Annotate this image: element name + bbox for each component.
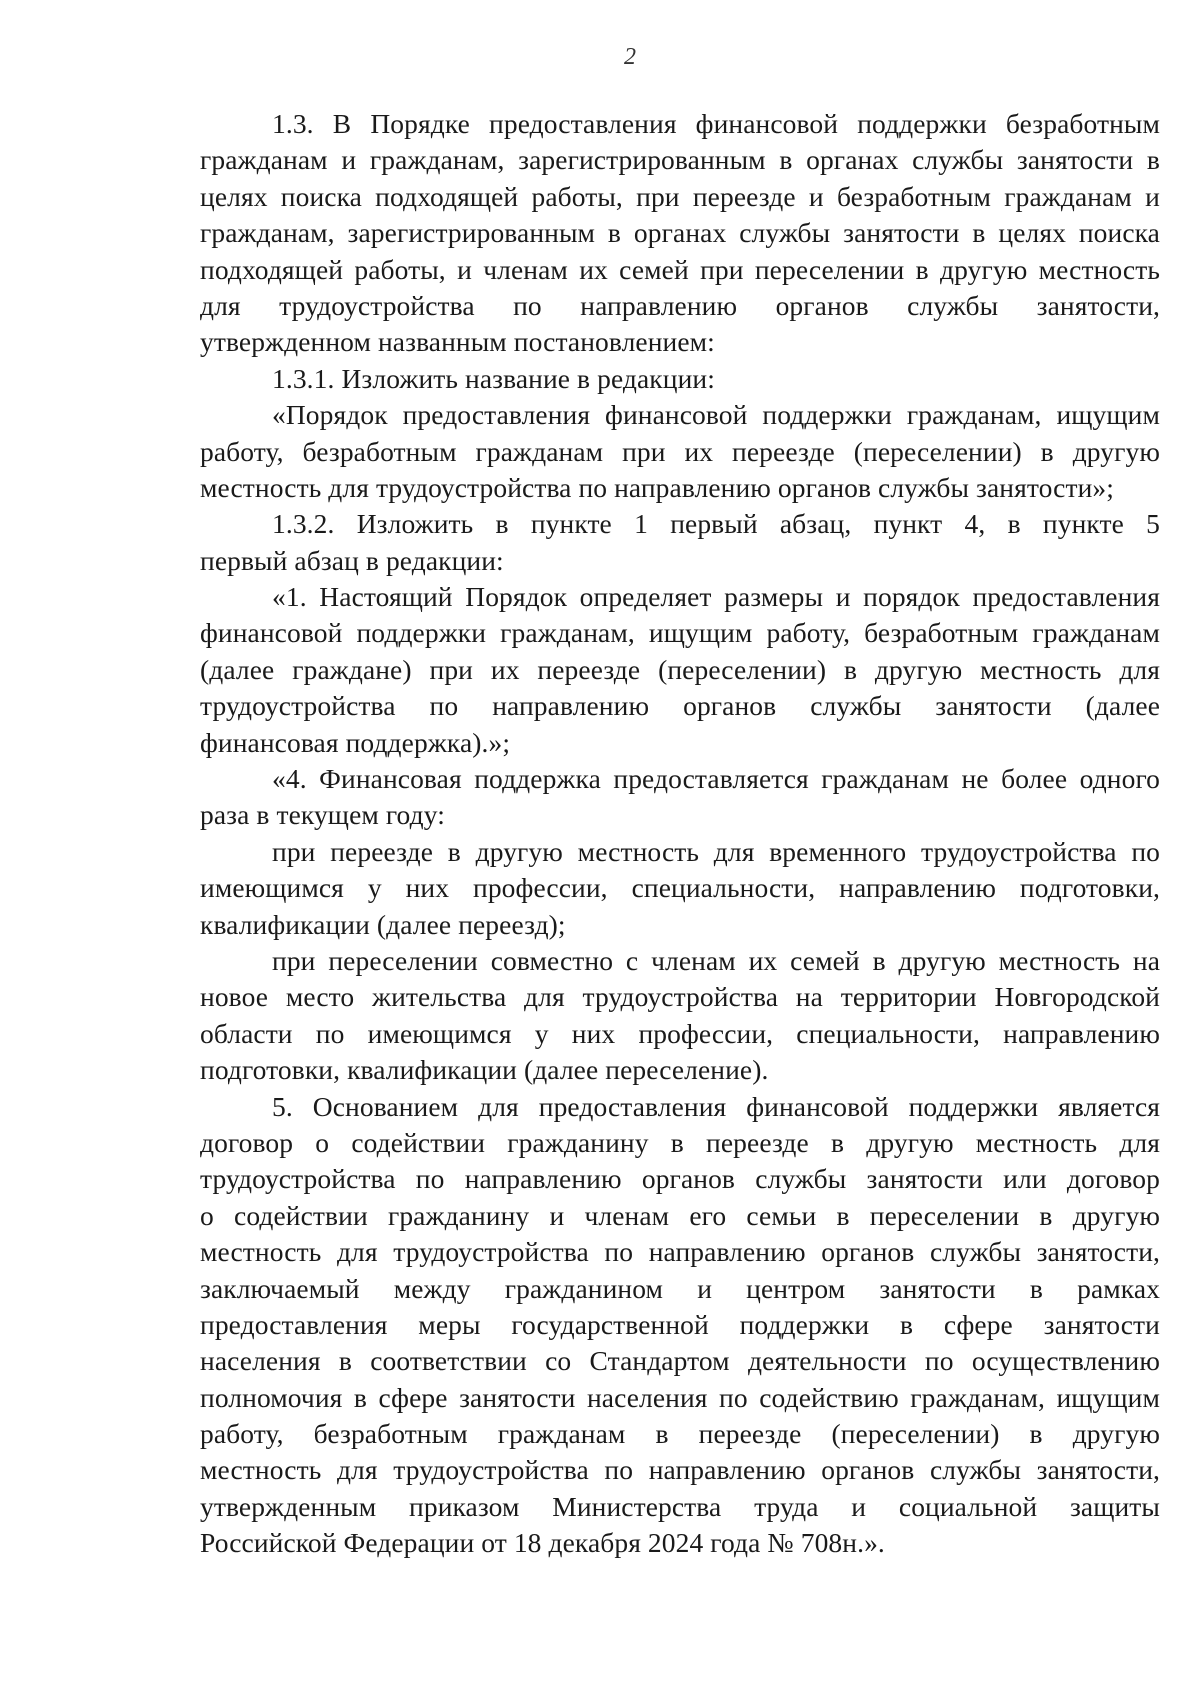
text-line: 1.3.1. Изложить название в редакции: xyxy=(272,362,715,394)
text-line: (далее граждане) при их переезде (переселении) в другую местность для xyxy=(200,653,1160,685)
text-line: трудоустройства по направлению органов службы занятости или договор xyxy=(200,1163,1160,1195)
text-line: 1.3.2. Изложить в пункте 1 первый абзац, пункт 4, в пункте 5 xyxy=(272,508,1160,540)
text-line: целях поиска подходящей работы, при переезде и безработным гражданам и xyxy=(200,180,1160,212)
text-line: утвержденном названным постановлением: xyxy=(200,326,715,358)
page-number: 2 xyxy=(624,44,636,70)
text-line: 5. Основанием для предоставления финансовой поддержки является xyxy=(272,1090,1160,1122)
text-line: работу, безработным гражданам при их переезде (переселении) в другую xyxy=(200,435,1160,467)
text-line: квалификации (далее переезд); xyxy=(200,908,566,940)
text-line: раза в текущем году: xyxy=(200,799,445,831)
text-line: местность для трудоустройства по направлению органов службы занятости, xyxy=(200,1236,1160,1268)
text-line: новое место жительства для трудоустройства на территории Новгородской xyxy=(200,981,1160,1013)
text-line: утвержденным приказом Министерства труда и социальной защиты xyxy=(200,1490,1160,1522)
text-line: Российской Федерации от 18 декабря 2024 года № 708н.». xyxy=(200,1527,885,1559)
text-line: 1.3. В Порядке предоставления финансовой поддержки безработным xyxy=(272,108,1160,139)
text-line: первый абзац в редакции: xyxy=(200,544,504,576)
text-line: гражданам, зарегистрированным в органах службы занятости в целях поиска xyxy=(200,217,1160,249)
text-line: подготовки, квалификации (далее переселение). xyxy=(200,1054,769,1086)
text-line: для трудоустройства по направлению органов службы занятости, xyxy=(200,289,1160,321)
text-line: заключаемый между гражданином и центром занятости в рамках xyxy=(200,1272,1160,1304)
document-body xyxy=(200,106,1160,1562)
text-line: «Порядок предоставления финансовой поддержки гражданам, ищущим xyxy=(272,399,1160,431)
text-line: предоставления меры государственной поддержки в сфере занятости xyxy=(200,1308,1160,1340)
text-line: «4. Финансовая поддержка предоставляется гражданам не более одного xyxy=(272,763,1160,795)
text-line: гражданам и гражданам, зарегистрированным в органах службы занятости в xyxy=(200,144,1160,176)
text-line: трудоустройства по направлению органов службы занятости (далее xyxy=(200,690,1160,722)
text-line: подходящей работы, и членам их семей при переселении в другую местность xyxy=(200,253,1160,285)
text-line: договор о содействии гражданину в переезде в другую местность для xyxy=(200,1126,1160,1158)
text-line: местность для трудоустройства по направлению органов службы занятости»; xyxy=(200,471,1114,503)
text-line: населения в соответствии со Стандартом деятельности по осуществлению xyxy=(200,1345,1160,1377)
text-line: области по имеющимся у них профессии, специальности, направлению xyxy=(200,1017,1160,1049)
text-line: финансовой поддержки гражданам, ищущим работу, безработным гражданам xyxy=(200,617,1160,649)
text-line: при переселении совместно с членам их семей в другую местность на xyxy=(272,944,1160,976)
text-line: местность для трудоустройства по направлению органов службы занятости, xyxy=(200,1454,1160,1486)
text-line: имеющимся у них профессии, специальности, направлению подготовки, xyxy=(200,872,1160,904)
text-line: при переезде в другую местность для временного трудоустройства по xyxy=(272,835,1160,867)
text-line: «1. Настоящий Порядок определяет размеры и порядок предоставления xyxy=(272,581,1160,613)
text-line: полномочия в сфере занятости населения по содействию гражданам, ищущим xyxy=(200,1381,1160,1413)
text-line: о содействии гражданину и членам его семьи в переселении в другую xyxy=(200,1199,1160,1231)
text-line: работу, безработным гражданам в переезде (переселении) в другую xyxy=(200,1418,1160,1450)
text-line: финансовая поддержка).»; xyxy=(200,726,511,758)
